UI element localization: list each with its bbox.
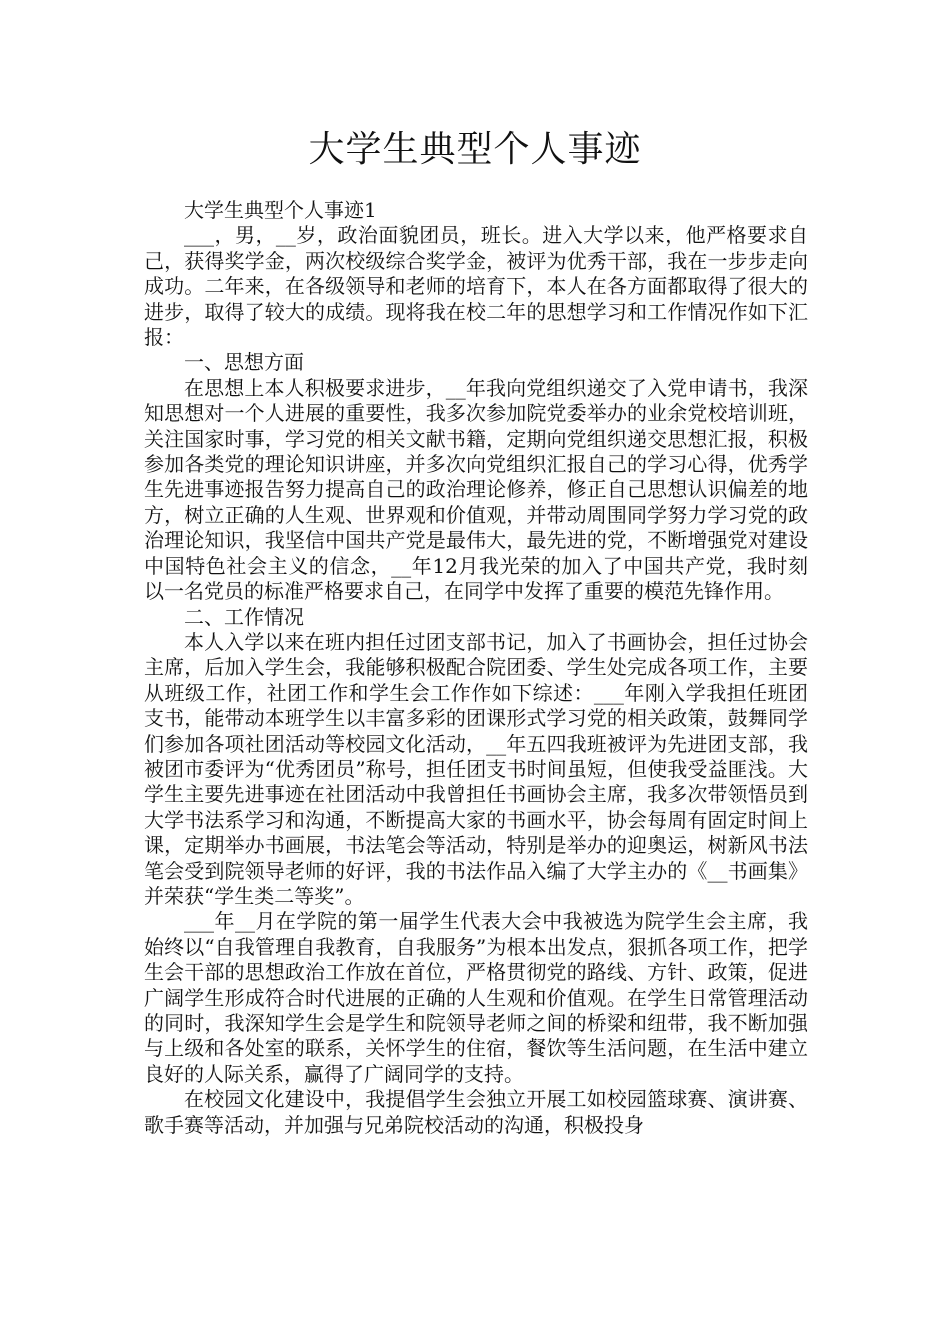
section-heading-work: 二、工作情况 bbox=[184, 604, 304, 629]
paragraph-work: 本人入学以来在班内担任过团支部书记，加入了书画协会，担任过协会主席，后加入学生会，我能够积极配合院团委、学生处完成各项工作，主要从班级工作，社团工作和学生会工作作如下综述：___年刚入学我担任班团支书，能带动本班学生以丰富多彩的团课形式学习党的相关政策，鼓舞同学们参加各项社团活动等校园文化活动，__年五四我班被评为先进团支部，我被团市委评为“优秀团员”称号，担任团支书时间虽短，但使我受益匪浅。大学生主要先进事迹在社团活动中我曾担任书画协会主席，我多次带领悟员到大学书法系学习和沟通，不断提高大家的书画水平，协会每周有固定时间上课，定期举办书画展，书法笔会等活动，特别是举办的迎奥运，树新风书法笔会受到院领导老师的好评，我的书法作品入编了大学主办的《__书画集》并荣获“学生类二等奖”。 bbox=[144, 629, 808, 908]
paragraph-intro: ___，男，__岁，政治面貌团员，班长。进入大学以来，他严格要求自己，获得奖学金，两次校级综合奖学金，被评为优秀干部，我在一步步走向成功。二年来，在各级领导和老师的培育下，本人在各方面都取得了很大的进步，取得了较大的成绩。现将我在校二年的思想学习和工作情况作如下汇报： bbox=[144, 223, 808, 350]
document-body bbox=[144, 198, 808, 1138]
section-heading-thought: 一、思想方面 bbox=[184, 350, 304, 375]
paragraph-subtitle: 大学生典型个人事迹1 bbox=[184, 198, 377, 222]
paragraph-thought: 在思想上本人积极要求进步，__年我向党组织递交了入党申请书，我深知思想对一个人进展的重要性，我多次参加院党委举办的业余党校培训班，关注国家时事，学习党的相关文献书籍，定期向党组织递交思想汇报，积极参加各类党的理论知识讲座，并多次向党组织汇报自己的学习心得，优秀学生先进事迹报告努力提高自己的政治理论修养，修正自己思想认识偏差的地方，树立正确的人生观、世界观和价值观，并带动周围同学努力学习党的政治理论知识，我坚信中国共产党是最伟大，最先进的党，不断增强党对建设中国特色社会主义的信念，__年12月我光荣的加入了中国共产党，我时刻以一名党员的标准严格要求自己，在同学中发挥了重要的模范先锋作用。 bbox=[144, 375, 808, 604]
paragraph-student-union: ___年__月在学院的第一届学生代表大会中我被选为院学生会主席，我始终以“自我管理自我教育，自我服务”为根本出发点，狠抓各项工作，把学生会干部的思想政治工作放在首位，严格贯彻党的路线、方针、政策，促进广阔学生形成符合时代进展的正确的人生观和价值观。在学生日常管理活动的同时，我深知学生会是学生和院领导老师之间的桥梁和纽带，我不断加强与上级和各处室的联系，关怀学生的住宿，餐饮等生活问题，在生活中建立良好的人际关系，赢得了广阔同学的支持。 bbox=[144, 909, 808, 1086]
paragraph-campus-culture: 在校园文化建设中，我提倡学生会独立开展工如校园篮球赛、演讲赛、歌手赛等活动，并加强与兄弟院校活动的沟通，积极投身 bbox=[144, 1087, 808, 1137]
document-title: 大学生典型个人事迹 bbox=[308, 129, 642, 170]
